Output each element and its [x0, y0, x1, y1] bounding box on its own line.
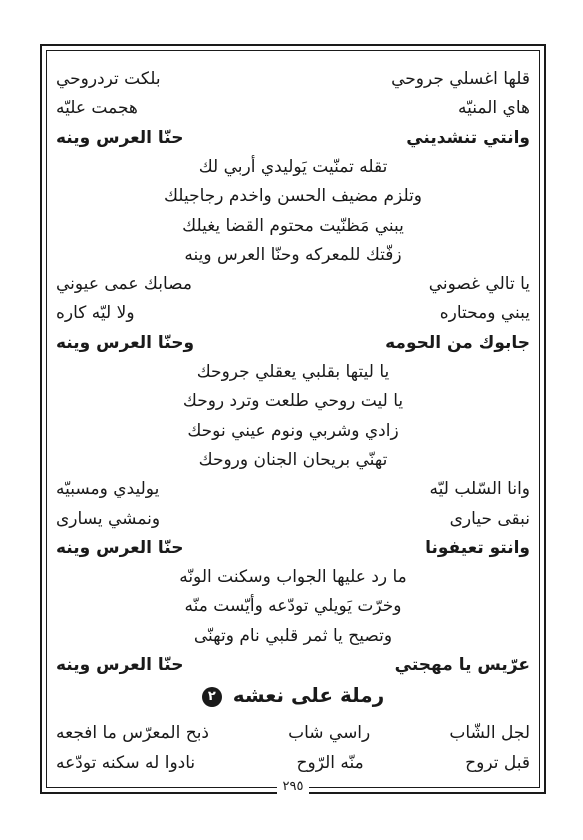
poem-hemistich-second: حنّا العرس وينه	[56, 655, 184, 675]
poem-line	[52, 127, 534, 149]
poem-line	[52, 508, 534, 530]
poem-line: زادي وشربي ونوم عيني نوحك	[187, 420, 399, 441]
poem-line: تقله تمنّيت يَوليدي أربي لك	[198, 156, 388, 177]
poem-line	[52, 478, 534, 500]
poem-hemistich-first: وانتي تنشديني	[406, 127, 530, 148]
poem-line	[52, 752, 534, 774]
poem-line: وخرّت يَويلي تودّعه وأيّست منّه	[184, 596, 402, 617]
poem-line: يا ليت روحي طلعت وترد روحك	[182, 391, 404, 412]
poem-line	[52, 722, 534, 744]
poem-line: تهنّي بريحان الجنان وروحك	[198, 449, 388, 470]
poem-hemistich-first: عرّيس يا مهجتي	[394, 655, 530, 675]
poem-segment-b: راسي شاب	[288, 723, 371, 743]
page-number	[52, 780, 534, 794]
poem-hemistich-second: ولا ليّه كاره	[56, 303, 135, 324]
section-number-badge: ٢	[202, 687, 222, 707]
poem-hemistich-first: وانا السّلب ليّه	[429, 479, 530, 500]
poem-segment-b: منّه الرّوح	[296, 753, 364, 773]
poem-hemistich-second: حنّا العرس وينه	[56, 537, 184, 558]
poem-line: زفّتك للمعركه وحنّا العرس وينه	[184, 244, 402, 265]
poem-line: يا ليتها بقلبي يعقلي جروحك	[196, 362, 390, 382]
poem-hemistich-first: هاي المنيّه	[458, 98, 530, 119]
poem-line: وتلزم مضيف الحسن واخدم رجاجيلك	[163, 186, 423, 207]
poem-line	[52, 302, 534, 324]
poem-hemistich-second: بلكت تردروحي	[56, 69, 161, 89]
poem-line: يبني مَظنّيت محتوم القضا يغيلك	[182, 215, 404, 236]
poem-hemistich-second: يوليدي ومسبيّه	[56, 479, 160, 500]
poem-line	[52, 332, 534, 354]
poem-hemistich-second: هجمت عليّه	[56, 98, 138, 119]
poem-hemistich-first: وانتو تعيفونا	[425, 537, 530, 558]
page-content	[52, 58, 534, 794]
poem-line	[52, 654, 534, 676]
poem-hemistich-first: قلها اغسلي جروحي	[391, 69, 530, 89]
page-number-text: ٢٩٥	[277, 779, 310, 794]
poem-hemistich-second: ونمشي يسارى	[56, 508, 161, 529]
poem-line: وتصيح يا ثمر قلبي نام وتهنّى	[193, 625, 393, 646]
poem-hemistich-second: مصابك عمى عيوني	[56, 274, 192, 295]
poem-line: ما رد عليها الجواب وسكنت الونّه	[179, 567, 407, 588]
poem-hemistich-second: وحنّا العرس وينه	[56, 332, 195, 353]
poem-segment-c: نادوا له سكنه تودّعه	[56, 753, 196, 773]
poem-line	[52, 68, 534, 90]
section-title-text: رملة على نعشه	[232, 683, 385, 707]
poem-hemistich-first: يا تالي غصوني	[428, 274, 530, 295]
poem-hemistich-first: يبني ومحتاره	[439, 303, 530, 324]
poem-hemistich-second: حنّا العرس وينه	[56, 127, 184, 148]
poem-hemistich-first: جابوك من الحومه	[385, 332, 530, 353]
poem-segment-a: قبل تروح	[465, 753, 530, 773]
poem-line	[52, 97, 534, 119]
poem-line	[52, 273, 534, 295]
section-title	[52, 682, 534, 708]
poem-hemistich-first: نبقى حيارى	[449, 508, 530, 529]
poem-segment-c: ذبح المعرّس ما افجعه	[56, 723, 209, 743]
poem-line	[52, 537, 534, 559]
poem-segment-a: لجل الشّاب	[449, 723, 530, 743]
